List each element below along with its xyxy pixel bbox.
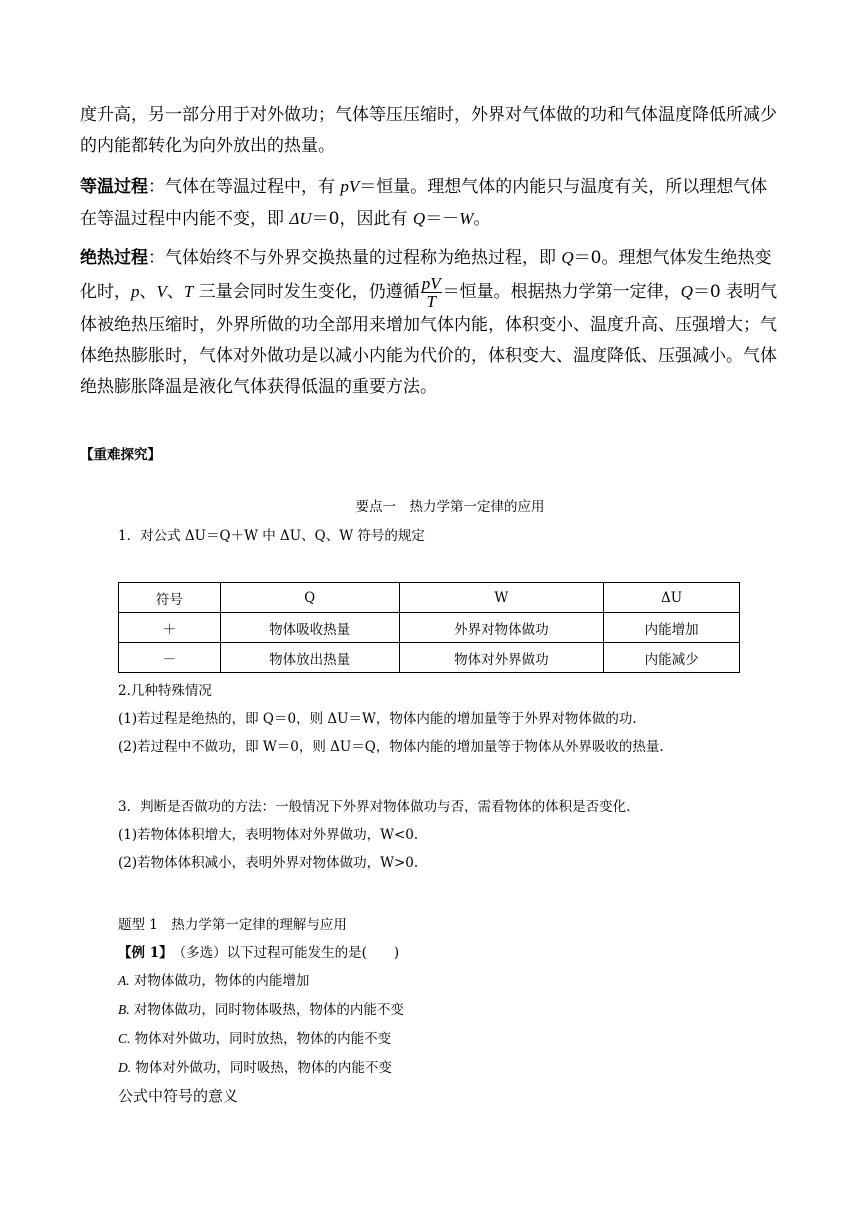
table-cell: 外界对物体做功 (399, 613, 604, 643)
table-cell: － (119, 643, 221, 673)
adiabatic-var-p: p (131, 282, 140, 301)
option-d (118, 1056, 392, 1076)
formula-symbol-meaning: 公式中符号的意义 (118, 1087, 239, 1105)
example-text: （多选）以下过程可能发生的是( ) (179, 945, 400, 961)
adiabatic-line-5: 绝热膨胀降温是液化气体获得低温的重要方法。 (80, 377, 437, 397)
example-label: 【例 1】 (118, 945, 166, 961)
isothermal-var-w: W (459, 209, 474, 228)
intro-line-2: 的内能都转化为向外放出的热量。 (80, 136, 335, 156)
option-letter: D. (118, 1060, 132, 1075)
table-cell: 内能减少 (604, 643, 740, 673)
isothermal-text: 在等温过程中内能不变，即 (80, 209, 290, 229)
isothermal-text: ＝恒量。理想气体的内能只与温度有关，所以理想气体 (359, 177, 768, 197)
adiabatic-text: ＝0 表明气 (692, 282, 778, 302)
option-b (118, 998, 404, 1018)
adiabatic-line-2 (80, 274, 780, 310)
option-text: 物体对外做功，同时放热，物体的内能不变 (134, 1031, 392, 1047)
item-1-title: 1．对公式 ΔU＝Q＋W 中 ΔU、Q、W 符号的规定 (118, 528, 425, 544)
adiabatic-text: 三量会同时发生变化，仍遵循 (193, 282, 420, 302)
table-cell: 物体对外界做功 (399, 643, 604, 673)
table-row (119, 613, 740, 643)
section-title: 【重难探究】 (80, 447, 161, 463)
isothermal-text: ＝－ (425, 209, 460, 229)
intro-line-1: 度升高，另一部分用于对外做功；气体等压压缩时，外界对气体做的功和气体温度降低所减少 (80, 105, 777, 125)
adiabatic-term: 绝热过程 (80, 248, 148, 268)
table-header-cell: W (399, 583, 604, 613)
isothermal-var-pv: pV (340, 177, 360, 196)
adiabatic-text: ＝0。理想气体发生绝热变 (573, 248, 772, 268)
adiabatic-paragraph (80, 242, 780, 403)
adiabatic-text: 化时， (80, 282, 131, 302)
table-cell: ＋ (119, 613, 221, 643)
option-text: 对物体做功，物体的内能增加 (133, 973, 310, 989)
adiabatic-text: ＝恒量。根据热力学第一定律， (442, 282, 681, 302)
isothermal-var-du: ΔU (289, 209, 312, 228)
intro-paragraph (80, 100, 780, 162)
table-row (119, 643, 740, 673)
isothermal-line-2 (80, 203, 780, 235)
option-c (118, 1027, 391, 1047)
table-cell: 物体放出热量 (220, 643, 399, 673)
item-2-title: 2.几种特殊情况 (118, 683, 212, 699)
table-header-row (119, 583, 740, 613)
option-letter: A. (118, 973, 130, 988)
adiabatic-line-1 (80, 242, 780, 274)
point-title: 要点一 热力学第一定律的应用 (355, 499, 545, 515)
table-cell: 内能增加 (604, 613, 740, 643)
isothermal-line-1 (80, 171, 780, 203)
item-3-case-1: (1)若物体体积增大，表明物体对外界做功，W<0. (118, 827, 419, 843)
option-text: 物体对外做功，同时吸热，物体的内能不变 (135, 1060, 392, 1076)
table-header-cell: ΔU (604, 583, 740, 613)
option-a (118, 969, 309, 989)
item-2-case-1: (1)若过程是绝热的，即 Q＝0，则 ΔU＝W，物体内能的增加量等于外界对物体做的功. (118, 711, 637, 727)
option-letter: C. (118, 1031, 131, 1046)
option-letter: B. (118, 1002, 130, 1017)
item-3-case-2: (2)若物体体积减小，表明外界对物体做功，W>0. (118, 855, 419, 871)
table-cell: 物体吸收热量 (220, 613, 399, 643)
adiabatic-text: 、 (139, 282, 157, 302)
isothermal-text: ＝0，因此有 (311, 209, 413, 229)
adiabatic-var-q: Q (561, 248, 574, 267)
example-line (118, 941, 399, 961)
pv-over-t-fraction (421, 275, 442, 310)
option-text: 对物体做功，同时物体吸热，物体的内能不变 (133, 1002, 404, 1018)
isothermal-term: 等温过程 (80, 177, 148, 197)
adiabatic-var-q: Q (680, 282, 693, 301)
question-type-title: 题型 1 热力学第一定律的理解与应用 (118, 917, 347, 933)
item-2-case-2: (2)若过程中不做功，即 W＝0，则 ΔU＝Q，物体内能的增加量等于物体从外界吸收的热量. (118, 739, 664, 755)
adiabatic-text: 、 (166, 282, 184, 302)
adiabatic-var-v: V (156, 282, 167, 301)
isothermal-text: ：气体在等温过程中，有 (148, 177, 341, 197)
table-header-cell: 符号 (119, 583, 221, 613)
item-3-title: 3．判断是否做功的方法：一般情况下外界对物体做功与否，需看物体的体积是否变化. (118, 799, 631, 815)
adiabatic-text: ：气体始终不与外界交换热量的过程称为绝热过程，即 (148, 248, 562, 268)
isothermal-text: 。 (473, 209, 491, 229)
fraction-denominator: T (426, 292, 436, 311)
adiabatic-var-t: T (183, 282, 194, 301)
isothermal-var-q: Q (412, 209, 426, 228)
table-header-cell: Q (220, 583, 399, 613)
fraction-numerator: pV (421, 274, 441, 293)
adiabatic-line-4: 体绝热膨胀时，气体对外做功是以减小内能为代价的，体积变大、温度降低、压强减小。气体 (80, 346, 777, 366)
sign-convention-table (118, 582, 740, 673)
adiabatic-line-3: 体被绝热压缩时，外界所做的功全部用来增加气体内能，体积变小、温度升高、压强增大；气 (80, 315, 777, 335)
isothermal-paragraph (80, 171, 780, 235)
